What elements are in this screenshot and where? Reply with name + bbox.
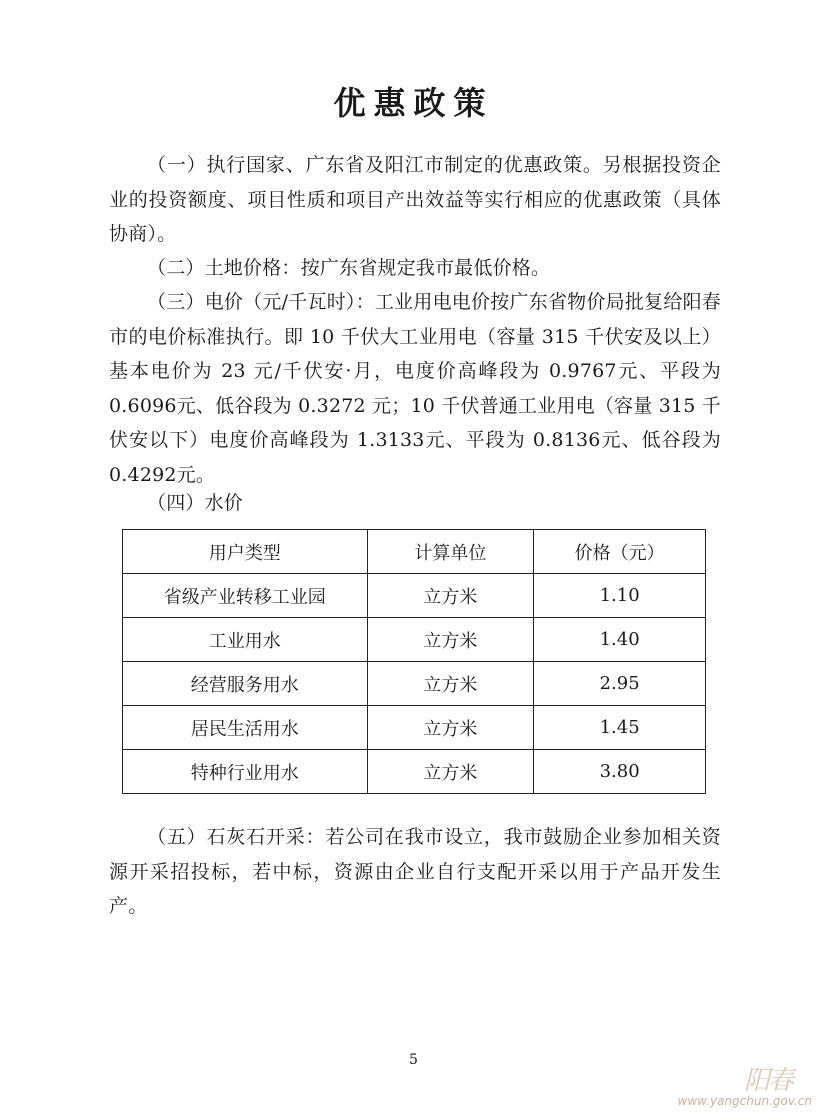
cell-price: 1.45: [534, 706, 706, 750]
cell-price: 3.80: [534, 750, 706, 794]
header-user-type: 用户类型: [123, 530, 368, 574]
cell-user-type: 居民生活用水: [123, 706, 368, 750]
cell-unit: 立方米: [367, 618, 534, 662]
header-unit: 计算单位: [367, 530, 534, 574]
watermark-logo: 阳春: [743, 1066, 792, 1096]
cell-unit: 立方米: [367, 574, 534, 618]
cell-unit: 立方米: [367, 706, 534, 750]
table-row: [123, 574, 706, 618]
table-header-row: [123, 530, 706, 574]
page-title: 优惠政策: [333, 84, 494, 122]
cell-user-type: 经营服务用水: [123, 662, 368, 706]
policy-paragraph-3: （三）电价（元/千瓦时）：工业用电电价按广东省物价局批复给阳春市的电价标准执行。即 10 千伏大工业用电（容量 315 千伏安及以上）基本电价为 23 元/千伏安·月，电度价高峰段为 0.9767元、平段为 0.6096元、低谷段为 0.3272 元；10 千伏普通工业用电（容量 315 千伏安以下）电度价高峰段为 1.3133元、平段为 0.8136元、低谷段为 0.4292元。: [109, 291, 722, 486]
table-row: [123, 706, 706, 750]
policy-paragraph-5: （五）石灰石开采：若公司在我市设立，我市鼓励企业参加相关资源开采招投标，若中标，资源由企业自行支配开采以用于产品开发生产。: [109, 826, 721, 917]
watermark-url: www.yangchun.gov.cn: [677, 1094, 812, 1108]
cell-price: 1.10: [534, 574, 706, 618]
table-row: [123, 618, 706, 662]
cell-unit: 立方米: [367, 662, 534, 706]
cell-user-type: 特种行业用水: [123, 750, 368, 794]
policy-paragraph-1: （一）执行国家、广东省及阳江市制定的优惠政策。另根据投资企业的投资额度、项目性质和项目产出效益等实行相应的优惠政策（具体协商）。: [109, 154, 721, 245]
table-row: [123, 662, 706, 706]
water-price-table: [122, 529, 706, 794]
site-watermark: [677, 1060, 820, 1112]
policy-paragraph-4: （四）水价: [147, 492, 244, 514]
cell-user-type: 工业用水: [123, 618, 368, 662]
cell-unit: 立方米: [367, 750, 534, 794]
header-price: 价格（元）: [534, 530, 706, 574]
cell-price: 1.40: [534, 618, 706, 662]
cell-price: 2.95: [534, 662, 706, 706]
page-number: 5: [409, 1052, 418, 1068]
cell-user-type: 省级产业转移工业园: [123, 574, 368, 618]
policy-paragraph-2: （二）土地价格：按广东省规定我市最低价格。: [147, 257, 551, 279]
table-row: [123, 750, 706, 794]
